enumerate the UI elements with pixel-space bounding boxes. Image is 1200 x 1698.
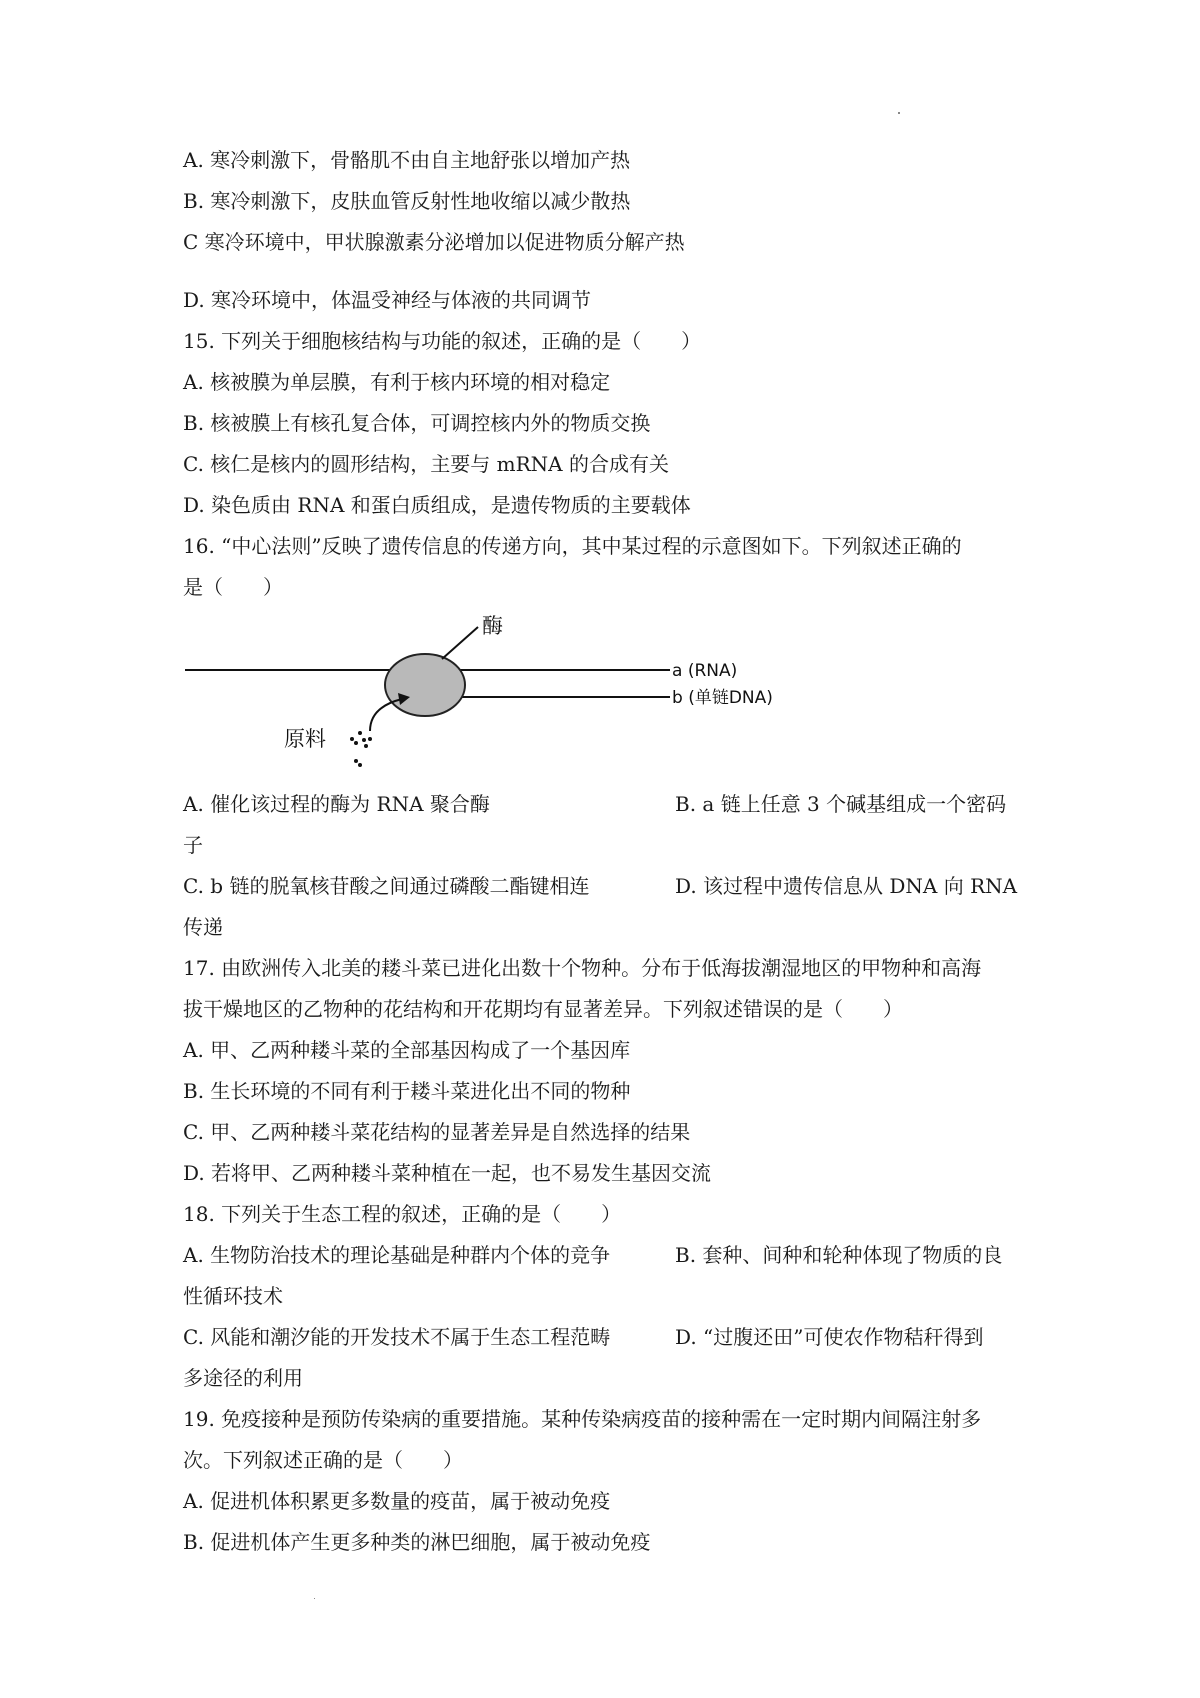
scan-speck [898, 112, 900, 114]
q15-option-c: C. 核仁是核内的圆形结构，主要与 mRNA 的合成有关 [183, 452, 669, 476]
q19-option-b: B. 促进机体产生更多种类的淋巴细胞，属于被动免疫 [183, 1530, 651, 1554]
q18-option-a: A. 生物防治技术的理论基础是种群内个体的竞争 [183, 1243, 611, 1267]
scan-speck [314, 1598, 315, 1599]
q16-option-b-wrap: 子 [183, 833, 203, 857]
material-dot [358, 763, 362, 767]
q18-option-c: C. 风能和潮汐能的开发技术不属于生态工程范畴 [183, 1325, 611, 1349]
q16-stem-line1: 16. “中心法则”反映了遗传信息的传递方向，其中某过程的示意图如下。下列叙述正确的 [183, 534, 962, 558]
transcription-diagram [180, 615, 820, 770]
q14-option-d: D. 寒冷环境中，体温受神经与体液的共同调节 [183, 288, 592, 312]
q16-option-c: C. b 链的脱氧核苷酸之间通过磷酸二酯键相连 [183, 874, 590, 898]
q16-option-b: B. a 链上任意 3 个碱基组成一个密码 [675, 792, 1007, 816]
q16-option-d: D. 该过程中遗传信息从 DNA 向 RNA [675, 874, 1018, 898]
q17-stem-line1: 17. 由欧洲传入北美的耧斗菜已进化出数十个物种。分布于低海拔潮湿地区的甲物种和高海 [183, 956, 982, 980]
q14-option-a: A. 寒冷刺激下，骨骼肌不由自主地舒张以增加产热 [183, 148, 631, 172]
material-label: 原料 [284, 727, 326, 751]
material-dot [354, 759, 358, 763]
q18-option-b: B. 套种、间种和轮种体现了物质的良 [675, 1243, 1003, 1267]
q17-option-d: D. 若将甲、乙两种耧斗菜种植在一起，也不易发生基因交流 [183, 1161, 712, 1185]
q14-option-b: B. 寒冷刺激下，皮肤血管反射性地收缩以减少散热 [183, 189, 631, 213]
q18-option-d-wrap: 多途径的利用 [183, 1366, 303, 1390]
q16-stem-line2: 是（ ） [183, 575, 283, 599]
q14-option-c: C 寒冷环境中，甲状腺激素分泌增加以促进物质分解产热 [183, 230, 685, 254]
q18-option-b-wrap: 性循环技术 [183, 1284, 283, 1308]
enzyme-ellipse [385, 654, 465, 716]
q18-stem: 18. 下列关于生态工程的叙述，正确的是（ ） [183, 1202, 622, 1226]
q15-option-b: B. 核被膜上有核孔复合体，可调控核内外的物质交换 [183, 411, 651, 435]
q15-option-d: D. 染色质由 RNA 和蛋白质组成，是遗传物质的主要载体 [183, 493, 691, 517]
enzyme-pointer-line [442, 627, 478, 659]
q15-option-a: A. 核被膜为单层膜，有利于核内环境的相对稳定 [183, 370, 611, 394]
material-dot [368, 737, 372, 741]
strand-b-label: b (单链DNA) [672, 688, 773, 708]
material-dot [364, 744, 368, 748]
q19-stem-line2: 次。下列叙述正确的是（ ） [183, 1448, 463, 1472]
q19-option-a: A. 促进机体积累更多数量的疫苗，属于被动免疫 [183, 1489, 611, 1513]
material-dot [354, 741, 358, 745]
q17-option-a: A. 甲、乙两种耧斗菜的全部基因构成了一个基因库 [183, 1038, 631, 1062]
material-dot [358, 731, 362, 735]
q17-option-c: C. 甲、乙两种耧斗菜花结构的显著差异是自然选择的结果 [183, 1120, 691, 1144]
q15-stem: 15. 下列关于细胞核结构与功能的叙述，正确的是（ ） [183, 329, 702, 353]
enzyme-label: 酶 [482, 615, 503, 638]
q18-option-d: D. “过腹还田”可使农作物秸秆得到 [675, 1325, 984, 1349]
q16-option-d-wrap: 传递 [183, 915, 223, 939]
material-dot [362, 738, 366, 742]
q17-stem-line2: 拔干燥地区的乙物种的花结构和开花期均有显著差异。下列叙述错误的是（ ） [183, 997, 903, 1021]
q16-option-a: A. 催化该过程的酶为 RNA 聚合酶 [183, 792, 490, 816]
strand-a-label: a (RNA) [672, 661, 738, 681]
q19-stem-line1: 19. 免疫接种是预防传染病的重要措施。某种传染病疫苗的接种需在一定时期内间隔注射多 [183, 1407, 982, 1431]
q17-option-b: B. 生长环境的不同有利于耧斗菜进化出不同的物种 [183, 1079, 631, 1103]
material-dot [350, 737, 354, 741]
